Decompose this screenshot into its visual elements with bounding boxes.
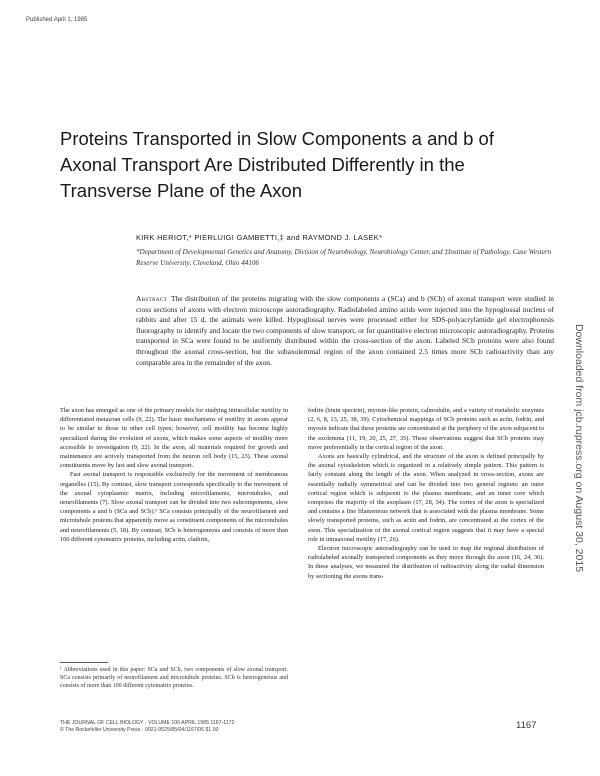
copyright-line: © The Rockefeller University Press · 0021-9525/85/04/1167/06 $1.00 xyxy=(60,727,219,733)
author-list: KIRK HERIOT,* PIERLUIGI GAMBETTI,‡ and RAYMOND J. LASEK* xyxy=(136,233,383,242)
abstract-text: The distribution of the proteins migrating with the slow components a (SCa) and b (SCb) of axonal transport were studied in cross sections of axons with electron microscope autoradiography. Radiolabeled amino acids were injected into the hypoglossal nucleus of rabbits and after 15 d, the animals were killed. Hypoglossal nerves were processed either for SDS-polyacrylamide gel electrophoresis fluorography to identify and locate the two components of slow transport, or for quantitative electron microscopic autoradiography. Proteins transported in SCa were found to be uniformly distributed within the cross-section of the axon. Labeled SCb proteins were also found throughout the axonal cross-section, but the subaxolemmal region of the axon contained 2.5 times more SCb radioactivity than any comparable area in the remainder of the axon. xyxy=(136,294,554,367)
body-column-left xyxy=(60,406,288,544)
journal-citation xyxy=(60,720,300,734)
abstract-label: Abstract xyxy=(136,294,168,303)
download-watermark xyxy=(571,285,587,611)
download-watermark-text: Downloaded from jcb.rupress.org on August 30, 2015 xyxy=(573,323,585,573)
body-paragraph: Electron microscopic autoradiography can be used to map the regional distribution of radiolabeled axonally transported components as they move through the axon (16, 24, 36). In these analyses, we measured the distribution of radioactivity along the radial dimension by sectioning the axons trans- xyxy=(308,545,544,580)
footnote: ¹ Abbreviations used in this paper: SCa and SCb, two components of slow axonal transport. SCa consists primarily of neurofilament and microtubule proteins. SCb is heterogeneous and consists of more than 100 different cytomatrix proteins. xyxy=(60,667,288,690)
article-title: Proteins Transported in Slow Components a and b of Axonal Transport Are Distributed Differently in the Transverse Plane of the Axon xyxy=(60,128,494,201)
body-paragraph: The axon has emerged as one of the primary models for studying intracellular motility in differentiated metazoan cells (9, 22). The basic mechanisms of motility in axons appear to be similar to those in other cell types; however, cell motility has become highly specialized during the evolution of axons, which makes some aspects of motility more accessible to investigation (9, 22). In the axon, all materials required for growth and maintenance are actively transported from the neuron cell body (15, 23). These axonal constituents move by fast and slow axonal transport. xyxy=(60,407,288,470)
abstract xyxy=(136,294,554,368)
page-number: 1167 xyxy=(516,720,537,731)
footnote-divider xyxy=(60,662,108,663)
published-date: Published April 1, 1985 xyxy=(26,17,88,23)
body-paragraph: fodrin (brain spectrin), myosin-like protein, calmodulin, and a variety of metabolic enzymes (2, 6, 8, 13, 25, 38, 39). Cytochemical mappings of SCb proteins such as actin, fodrin, and myosin indicate that these proteins are concentrated at the periphery of the axon subjacent to the axolemma (11, 19, 20, 25, 27, 35). These observations suggest that SCb proteins may move preferentially in the cortical region of the axon. xyxy=(308,407,544,451)
body-paragraph: Fast axonal transport is responsible exclusively for the movement of membranous organelles (15). By contrast, slow transport corresponds specifically to the movement of the axonal cytoplasmic matrix, including microfilaments, microtubules, and neurofilaments (7). Slow axonal transport can be divided into two subcomponents, slow components a and b (SCa and SCb).¹ SCa consists principally of the neurofilament and microtubule proteins that apparently move as constituent components of the microtubules and neurofilaments (5, 18). By contrast, SCb is heterogeneous and consists of more than 100 different cytomatrix proteins, including actin, clathrin, xyxy=(60,471,288,543)
body-column-right xyxy=(308,406,544,581)
body-paragraph: Axons are basically cylindrical, and the structure of the axon is defined principally by the axonal cytoskeleton which is organized in a relatively simple pattern. This pattern is fairly constant along the length of the axon. When analyzed in cross-section, axons are essentially radially symmetrical and can be divided into two general regions: an outer cortical region which is subjacent to the plasma membrane, and an inner core which comprises the majority of the axoplasm (17, 28, 34). The cortex of the axon is specialized and contains a fine filamentous network that is associated with the plasma membrane. Some slowly transported proteins, such as actin and fodrin, are concentrated at the cortex of the axon. This specialization of the axonal cortical region suggests that it may have a special role in intraaxonal motility (17, 26). xyxy=(308,453,544,543)
journal-line: THE JOURNAL OF CELL BIOLOGY · VOLUME 100 APRIL 1985 1167-1172 xyxy=(60,720,235,726)
author-affiliation: *Department of Developmental Genetics and Anatomy, Division of Neurobiology, Neurobiology Center, and ‡Institute of Pathology, Case Western Reserve University, Cleveland, Ohio 44106 xyxy=(136,248,552,267)
